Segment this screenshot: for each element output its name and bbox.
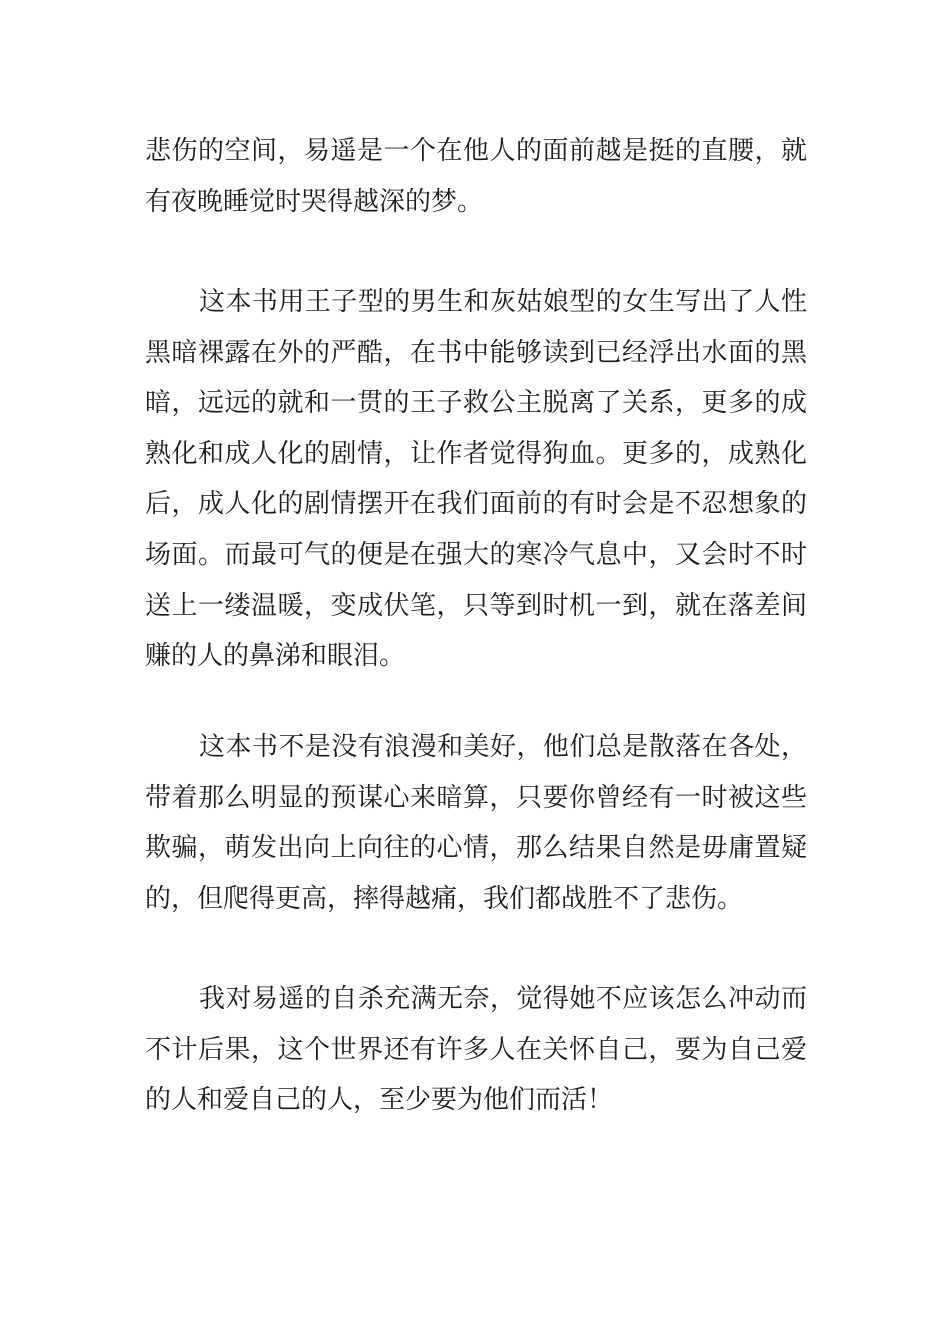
text-line: 场面。而最可气的便是在强大的寒冷气息中，又会时不时 [145, 539, 807, 570]
text-line: 有夜晚睡觉时哭得越深的梦。 [145, 186, 484, 217]
text-line: 暗，远远的就和一贯的王子救公主脱离了关系，更多的成 [145, 388, 807, 419]
text-line: 的人和爱自己的人，至少要为他们而活！ [145, 1085, 614, 1116]
text-line: 送上一缕温暖，变成伏笔，只等到时机一到，就在落差间 [145, 590, 807, 621]
text-line: 这本书用王子型的男生和灰姑娘型的女生写出了人性 [199, 287, 807, 317]
paragraph-romance [145, 722, 807, 924]
paragraph-continuation [145, 126, 807, 227]
text-line: 不计后果，这个世界还有许多人在关怀自己，要为自己爱 [145, 1034, 807, 1065]
text-line: 黑暗裸露在外的严酷，在书中能够读到已经浮出水面的黑 [145, 337, 807, 368]
text-line: 悲伤的空间，易遥是一个在他人的面前越是挺的直腰，就 [145, 136, 807, 166]
text-line: 我对易遥的自杀充满无奈，觉得她不应该怎么冲动而 [199, 984, 807, 1014]
paragraph-conclusion [145, 974, 807, 1126]
text-line: 的，但爬得更高，摔得越痛，我们都战胜不了悲伤。 [145, 883, 744, 914]
text-line: 后，成人化的剧情摆开在我们面前的有时会是不忍想象的 [145, 489, 807, 520]
paragraph-book-critique [145, 277, 807, 682]
text-line: 熟化和成人化的剧情，让作者觉得狗血。更多的，成熟化 [145, 438, 807, 469]
text-line: 赚的人的鼻涕和眼泪。 [145, 641, 406, 672]
text-line: 带着那么明显的预谋心来暗算，只要你曾经有一时被这些 [145, 782, 807, 813]
text-line: 这本书不是没有浪漫和美好，他们总是散落在各处， [199, 732, 807, 762]
text-line: 欺骗，萌发出向上向往的心情，那么结果自然是毋庸置疑 [145, 833, 807, 864]
